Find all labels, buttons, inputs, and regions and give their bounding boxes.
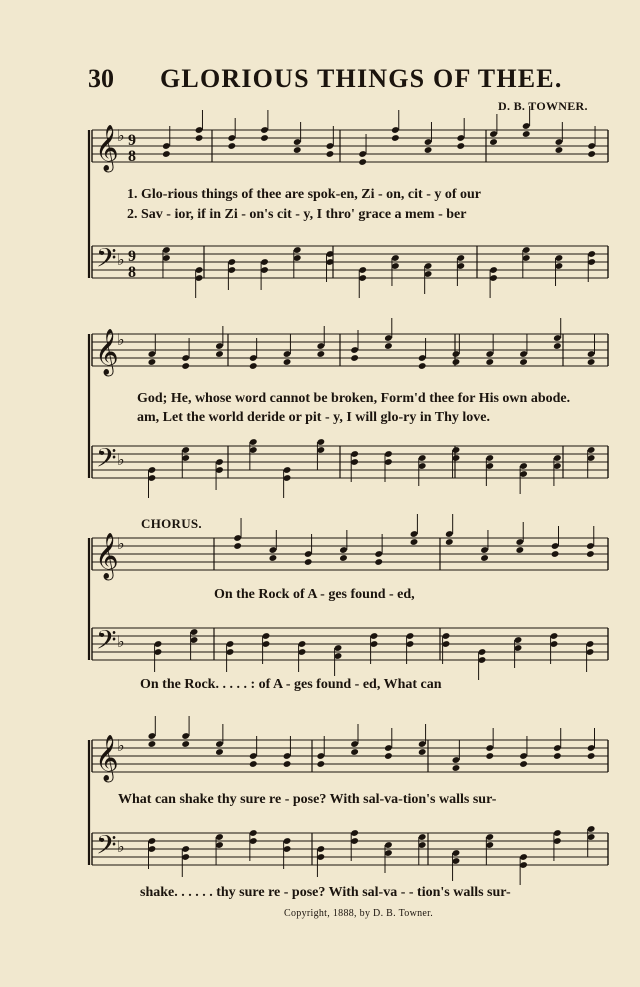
notehead (555, 146, 564, 154)
notehead (227, 142, 236, 150)
notehead (283, 358, 292, 366)
notehead (445, 538, 454, 546)
composer-credit: D. B. TOWNER. (498, 99, 588, 113)
notehead (522, 130, 531, 138)
notehead (489, 138, 498, 146)
bass-clef-icon: 𝄢 (96, 442, 117, 480)
flat-icon: ♭ (117, 450, 125, 469)
notehead (384, 342, 393, 350)
chorus-bass-lyric-2: shake. . . . . . thy sure re - pose? With sal-va - - tion's walls sur- (140, 885, 511, 900)
flat-icon: ♭ (117, 837, 125, 856)
notehead (456, 142, 465, 150)
lyric-line2-verse2: am, Let the world deride or pit - y, I will glo-ry in Thy love. (137, 410, 490, 425)
lyric-line1-verse1: 1. Glo-rious things of thee are spok-en, Zi - on, cit - y of our (127, 187, 482, 202)
notehead (249, 760, 258, 768)
flat-icon: ♭ (117, 534, 125, 553)
notehead (418, 362, 427, 370)
bass-clef-icon: 𝄢 (96, 829, 117, 867)
chorus-treble-lyric-2: What can shake thy sure re - pose? With sal-va-tion's walls sur- (118, 792, 497, 807)
notehead (350, 748, 359, 756)
flat-icon: ♭ (117, 632, 125, 651)
notehead (519, 760, 528, 768)
notehead (424, 146, 433, 154)
notehead (358, 158, 367, 166)
notehead (551, 550, 560, 558)
notehead (260, 134, 269, 142)
chorus-bass-lyric-1: On the Rock. . . . . : of A - ges found - ed, What can (140, 677, 442, 692)
notehead (485, 752, 494, 760)
notehead (480, 554, 489, 562)
notehead (269, 554, 278, 562)
notehead (587, 358, 596, 366)
notehead (249, 362, 258, 370)
notehead (553, 342, 562, 350)
notehead (391, 134, 400, 142)
notehead (181, 740, 190, 748)
notehead (587, 150, 596, 158)
lyric-line2-verse1: God; He, whose word cannot be broken, Form'd thee for His own abode. (137, 391, 571, 406)
treble-clef-icon: 𝄞 (95, 329, 119, 375)
notehead (350, 354, 359, 362)
notehead (215, 748, 224, 756)
notehead (293, 146, 302, 154)
notehead (162, 150, 171, 158)
chorus-treble-lyric-1: On the Rock of A - ges found - ed, (214, 587, 415, 602)
lyric-line1-verse2: 2. Sav - ior, if in Zi - on's cit - y, I thro' grace a mem - ber (127, 207, 467, 222)
notehead (215, 350, 224, 358)
notehead (418, 748, 427, 756)
chorus-label: CHORUS. (141, 516, 202, 531)
notehead (304, 558, 313, 566)
flat-icon: ♭ (117, 126, 125, 145)
notehead (519, 358, 528, 366)
notehead (587, 752, 596, 760)
notehead (148, 740, 157, 748)
bass-clef-icon: 𝄢 (96, 242, 117, 280)
time-signature-top: 9 (128, 132, 136, 149)
bass-clef-icon: 𝄢 (96, 624, 117, 662)
flat-icon: ♭ (117, 330, 125, 349)
notehead (326, 150, 335, 158)
notehead (316, 350, 325, 358)
notehead (148, 358, 157, 366)
notehead (452, 358, 461, 366)
notehead (586, 550, 595, 558)
notehead (339, 554, 348, 562)
notehead (410, 538, 419, 546)
notehead (283, 760, 292, 768)
notehead (384, 752, 393, 760)
hymn-title: GLORIOUS THINGS OF THEE. (160, 64, 563, 93)
notehead (181, 362, 190, 370)
notehead (316, 760, 325, 768)
notehead (515, 546, 524, 554)
copyright-notice: Copyright, 1888, by D. B. Towner. (284, 908, 434, 919)
notehead (195, 134, 204, 142)
page-number: 30 (88, 64, 114, 93)
time-signature-top: 9 (128, 248, 136, 265)
treble-clef-icon: 𝄞 (95, 533, 119, 579)
time-signature-bottom: 8 (128, 264, 136, 281)
flat-icon: ♭ (117, 250, 125, 269)
treble-clef-icon: 𝄞 (95, 735, 119, 781)
notehead (452, 764, 461, 772)
flat-icon: ♭ (117, 736, 125, 755)
notehead (485, 358, 494, 366)
notehead (374, 558, 383, 566)
treble-clef-icon: 𝄞 (95, 125, 119, 171)
notehead (233, 542, 242, 550)
notehead (553, 752, 562, 760)
time-signature-bottom: 8 (128, 148, 136, 165)
